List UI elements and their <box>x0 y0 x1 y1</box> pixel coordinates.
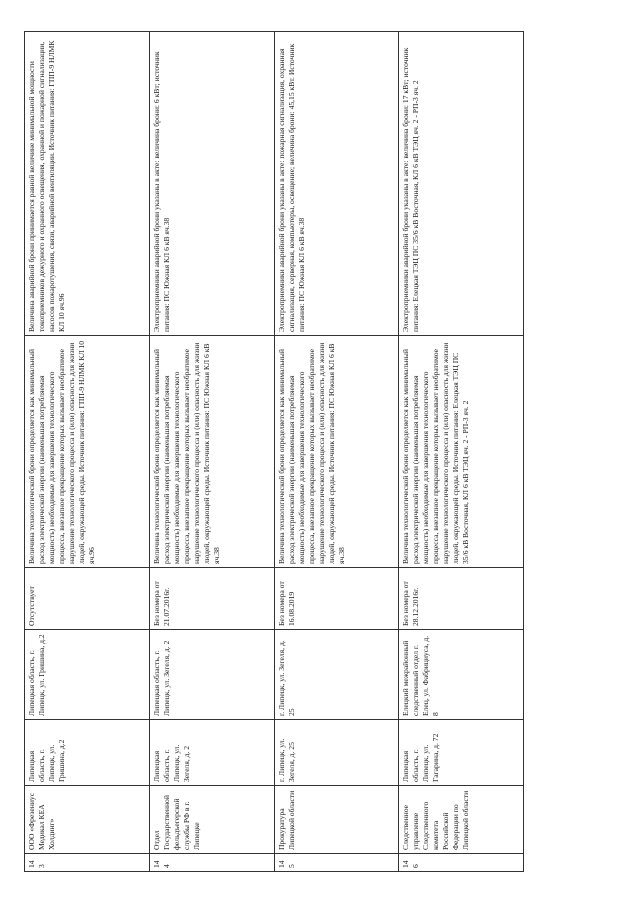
table-row <box>149 32 274 872</box>
emergency-reserve: Величина аварийной брони принимается равной величине минимальной мощности токоприемников дежурного и охранного освещения, охранной и пожарной сигнализации, насосов пожаротушения, связи, аварийной вентиляции. Источник питания: ГПП-9 НЛМК КЛ 10 яч.96 <box>25 32 150 336</box>
row-number: 144 <box>149 854 274 872</box>
row-number: 145 <box>274 854 399 872</box>
object-location: Елецкий межрайонный следственный отдел г. Елец, ул. Фабрициуса, д. 8 <box>399 630 524 720</box>
organization-name: Прокуратура Липецкой области <box>274 786 399 854</box>
technological-reserve: Величина технологической брони определяется как минимальный расход электрической энергии (наименьшая потребляемая мощность) необходимые для завершения технологического процесса, внезапное прекращение которых вызывает необратимое нарушение технологического процесса и (или) опасность для жизни людей, окружающей среды. Источник питания: ГПП-9 НЛМК КЛ 10 яч.96 <box>25 336 150 568</box>
organization-name: ООО «Фрезениус Медикал КЕА Холдинг» <box>25 786 150 854</box>
reservation-table <box>24 31 524 872</box>
legal-address: Липецкая область, г. Липецк, ул. Гришина, д.2 <box>25 720 150 786</box>
technological-reserve: Величина технологической брони определяется как минимальный расход электрической энергии (наименьшая потребляемая мощность) необходимые для завершения технологического процесса, внезапное прекращение которых вызывает необратимое нарушение технологического процесса и (или) опасность для жизни людей, окружающей среды. Источник питания: ПС Южная КЛ 6 кВ яч.38 <box>149 336 274 568</box>
organization-name: Следственное управление Следственного комитета Российской Федерации по Липецкой области <box>399 786 524 854</box>
row-number: 146 <box>399 854 524 872</box>
emergency-reserve: Электроприемники аварийной брони указаны в акте: пожарная сигнализация, охранная сигнализация, серверная, компьютеры, освещение; величина брони: 45,15 кВт. Источник питания: ПС Южная КЛ 6 кВ яч.38 <box>274 32 399 336</box>
table-row <box>399 32 524 872</box>
legal-address: г. Липецк, ул. Зегеля, д. 25 <box>274 720 399 786</box>
act-document: Без номера от 21.07.2016г. <box>149 568 274 630</box>
table-row <box>274 32 399 872</box>
technological-reserve: Величина технологической брони определяется как минимальный расход электрической энергии (наименьшая потребляемая мощность) необходимые для завершения технологического процесса, внезапное прекращение которых вызывает необратимое нарушение технологического процесса и (или) опасность для жизни людей, окружающей среды. Источник питания: ПС Южная КЛ 6 кВ яч.38 <box>274 336 399 568</box>
object-location: Липецкая область, г. Липецк, ул. Зегеля, д. 2 <box>149 630 274 720</box>
legal-address: Липецкая область, г. Липецк, ул. Гагарина, д. 72 <box>399 720 524 786</box>
technological-reserve: Величина технологической брони определяется как минимальный расход электрической энергии (наименьшая потребляемая мощность) необходимые для завершения технологического процесса, внезапное прекращение которых вызывает необратимое нарушение технологического процесса и (или) опасность для жизни людей, окружающей среды. Источник питания: Елецкая ТЭЦ ПС 35/6 кВ Восточная, КЛ 6 кВ ТЭЦ яч. 2 - РП-3 яч. 2 <box>399 336 524 568</box>
act-document: Без номера от 16.08.2019 <box>274 568 399 630</box>
act-document: Отсутствует <box>25 568 150 630</box>
row-number: 143 <box>25 854 150 872</box>
object-location: Липецкая область, г. Липецк, ул. Гришина, д.2 <box>25 630 150 720</box>
emergency-reserve: Электроприемники аварийной брони указаны в акте: величина брони: 6 кВт; источник питания: ПС Южная КЛ 6 кВ яч.38 <box>149 32 274 336</box>
act-document: Без номера от 28.12.2016г. <box>399 568 524 630</box>
rotated-page <box>24 32 524 872</box>
table-row <box>25 32 150 872</box>
object-location: г. Липецк, ул. Зегеля, д. 25 <box>274 630 399 720</box>
legal-address: Липецкая область, г. Липецк, ул. Зегеля, д. 2 <box>149 720 274 786</box>
organization-name: Отдел Государственной фельдъегерской службы РФ в г. Липецке <box>149 786 274 854</box>
emergency-reserve: Электроприемники аварийной брони указаны в акте: величина брони: 17 кВт; источник питания: Елецкая ТЭЦ ПС 35/6 кВ Восточная, КЛ 6 кВ ТЭЦ яч. 2 - РП-3 яч. 2 <box>399 32 524 336</box>
